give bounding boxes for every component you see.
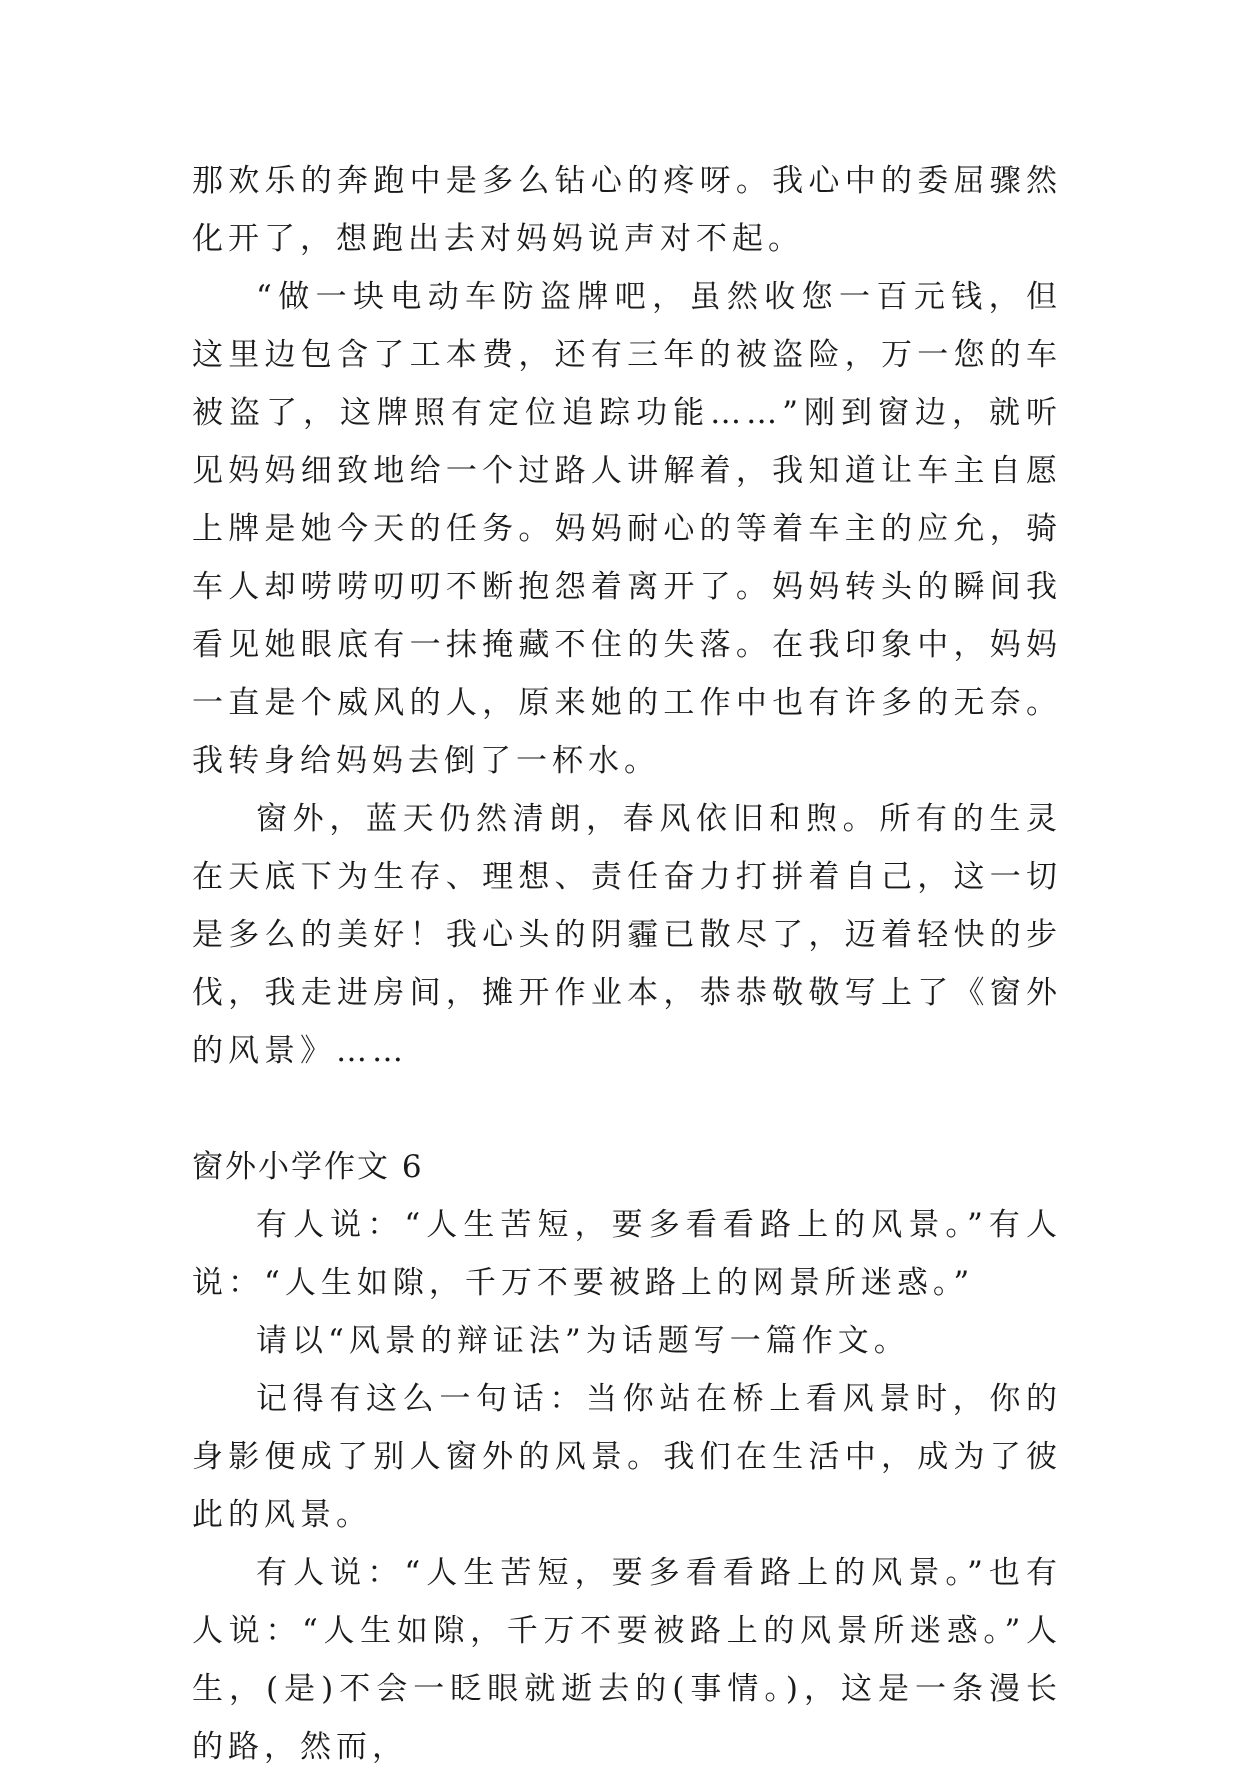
paragraph: 那欢乐的奔跑中是多么钻心的疼呀。我心中的委屈骤然化开了，想跑出去对妈妈说声对不起。 bbox=[192, 163, 1062, 257]
paragraph: 有人说：“人生苦短，要多看看路上的风景。”有人说：“人生如隙，千万不要被路上的网景所迷惑。” bbox=[192, 1207, 1062, 1301]
paragraph: 窗外，蓝天仍然清朗，春风依旧和煦。所有的生灵在天底下为生存、理想、责任奋力打拼着自己，这一切是多么的美好！我心头的阴霾已散尽了，迈着轻快的步伐，我走进房间，摊开作业本，恭恭敬敬写上了《窗外的风景》…… bbox=[192, 801, 1062, 1069]
paragraph: “做一块电动车防盗牌吧，虽然收您一百元钱，但这里边包含了工本费，还有三年的被盗险，万一您的车被盗了，这牌照有定位追踪功能……”刚到窗边，就听见妈妈细致地给一个过路人讲解着，我知道让车主自愿上牌是她今天的任务。妈妈耐心的等着车主的应允，骑车人却唠唠叨叨不断抱怨着离开了。妈妈转头的瞬间我看见她眼底有一抹掩藏不住的失落。在我印象中，妈妈一直是个威风的人，原来她的工作中也有许多的无奈。我转身给妈妈去倒了一杯水。 bbox=[192, 279, 1062, 779]
paragraph: 请以“风景的辩证法”为话题写一篇作文。 bbox=[256, 1323, 910, 1359]
paragraph: 记得有这么一句话：当你站在桥上看风景时，你的身影便成了别人窗外的风景。我们在生活中，成为了彼此的风景。 bbox=[192, 1381, 1062, 1533]
document-body bbox=[192, 152, 1062, 1776]
section-title: 窗外小学作文 6 bbox=[192, 1149, 424, 1185]
paragraph: 有人说：“人生苦短，要多看看路上的风景。”也有人说：“人生如隙，千万不要被路上的风景所迷惑。”人生，(是)不会一眨眼就逝去的(事情。)，这是一条漫长的路，然而， bbox=[192, 1555, 1062, 1765]
